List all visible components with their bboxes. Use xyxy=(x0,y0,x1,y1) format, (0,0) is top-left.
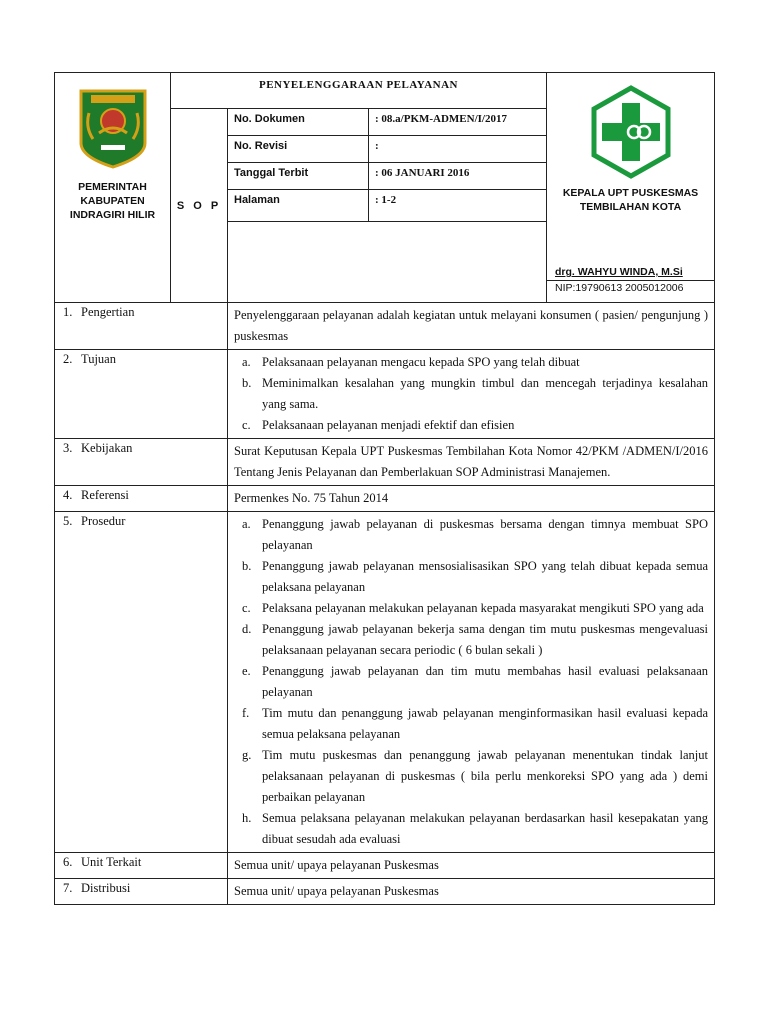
puskesmas-block xyxy=(547,73,715,303)
list-text: Pelaksanaan pelayanan mengacu kepada SPO yang telah dibuat xyxy=(262,355,580,369)
section-list xyxy=(234,352,708,436)
section-number: 5. xyxy=(63,514,73,528)
list-text: Penanggung jawab pelayanan dan tim mutu membahas hasil evaluasi pelaksanaan pelayanan xyxy=(262,664,708,699)
section-label-text: Pengertian xyxy=(81,305,135,319)
meta-value: : 08.a/PKM-ADMEN/I/2017 xyxy=(369,109,547,136)
sop-label: S O P xyxy=(171,109,228,303)
list-item xyxy=(234,703,708,745)
section-label-text: Tujuan xyxy=(81,352,116,366)
list-item xyxy=(234,619,708,661)
section-label xyxy=(55,303,228,350)
regency-emblem-icon xyxy=(55,87,170,172)
section-label xyxy=(55,853,228,879)
section-content: Semua unit/ upaya pelayanan Puskesmas xyxy=(228,879,715,905)
section-list xyxy=(234,514,708,850)
list-text: Tim mutu puskesmas dan penanggung jawab pelayanan menentukan tindak lanjut pelaksanaan pelayanan di puskesmas ( bila perlu menkoreksi SPO yang ada ) demi perbaikan pelayanan xyxy=(262,748,708,804)
section-content: Penyelenggaraan pelayanan adalah kegiatan untuk melayani konsumen ( pasien/ pengunjung ) puskesmas xyxy=(228,303,715,350)
list-item xyxy=(234,598,708,619)
section-content xyxy=(228,350,715,439)
signer-nip: NIP:19790613 2005012006 xyxy=(547,280,714,294)
list-marker: d. xyxy=(242,622,252,636)
meta-key: Tanggal Terbit xyxy=(228,163,369,190)
section-label-text: Unit Terkait xyxy=(81,855,142,869)
list-text: Semua pelaksana pelayanan melakukan pelayanan berdasarkan hasil kesepakatan yang dibuat sesudah ada evaluasi xyxy=(262,811,708,846)
section-row xyxy=(55,486,715,512)
list-item xyxy=(234,745,708,808)
meta-key: No. Revisi xyxy=(228,136,369,163)
list-item xyxy=(234,661,708,703)
section-label xyxy=(55,512,228,853)
section-label xyxy=(55,879,228,905)
section-row xyxy=(55,350,715,439)
list-text: Tim mutu dan penanggung jawab pelayanan menginformasikan hasil evaluasi kepada semua pelaksana pelayanan xyxy=(262,706,708,741)
blank-cell xyxy=(228,222,547,303)
section-number: 1. xyxy=(63,305,73,319)
list-item xyxy=(234,415,708,436)
sop-document xyxy=(54,72,714,905)
section-row xyxy=(55,512,715,853)
list-marker: f. xyxy=(242,706,250,720)
signer-name: drg. WAHYU WINDA, M.Si xyxy=(555,266,683,278)
meta-key: No. Dokumen xyxy=(228,109,369,136)
section-row xyxy=(55,879,715,905)
list-text: Meminimalkan kesalahan yang mungkin timbul dan mencegah terjadinya kesalahan yang sama. xyxy=(262,376,708,411)
list-marker: g. xyxy=(242,748,252,762)
list-marker: c. xyxy=(242,601,251,615)
sop-body xyxy=(54,302,715,905)
list-marker: b. xyxy=(242,559,252,573)
section-row xyxy=(55,439,715,486)
meta-value: : 1-2 xyxy=(369,190,547,222)
section-label-text: Prosedur xyxy=(81,514,126,528)
section-content: Surat Keputusan Kepala UPT Puskesmas Tembilahan Kota Nomor 42/PKM /ADMEN/I/2016 Tentang Jenis Pelayanan dan Pemberlakuan SOP Administrasi Manajemen. xyxy=(228,439,715,486)
section-label xyxy=(55,486,228,512)
kepala-line: TEMBILAHAN KOTA xyxy=(579,201,682,213)
list-marker: a. xyxy=(242,355,251,369)
sop-header xyxy=(54,72,715,303)
section-label-text: Referensi xyxy=(81,488,129,502)
list-marker: e. xyxy=(242,664,251,678)
section-row xyxy=(55,853,715,879)
regency-block xyxy=(55,73,171,303)
list-text: Penanggung jawab pelayanan mensosialisasikan SPO yang telah dibuat kepada semua pelaksana pelayanan xyxy=(262,559,708,594)
list-item xyxy=(234,556,708,598)
list-item xyxy=(234,352,708,373)
list-text: Pelaksana pelayanan melakukan pelayanan kepada masyarakat mengikuti SPO yang ada xyxy=(262,601,704,615)
meta-key: Halaman xyxy=(228,190,369,222)
puskesmas-logo-icon xyxy=(547,85,714,182)
list-marker: a. xyxy=(242,517,251,531)
list-text: Pelaksanaan pelayanan menjadi efektif dan efisien xyxy=(262,418,515,432)
section-row xyxy=(55,303,715,350)
kepala-line: KEPALA UPT PUSKESMAS xyxy=(562,187,699,199)
org-line: KABUPATEN xyxy=(80,195,145,207)
section-content: Permenkes No. 75 Tahun 2014 xyxy=(228,486,715,512)
section-label xyxy=(55,439,228,486)
section-content: Semua unit/ upaya pelayanan Puskesmas xyxy=(228,853,715,879)
kepala-title xyxy=(547,186,714,214)
meta-value: : xyxy=(369,136,547,163)
list-item xyxy=(234,514,708,556)
section-number: 6. xyxy=(63,855,73,869)
list-item xyxy=(234,808,708,850)
section-label xyxy=(55,350,228,439)
section-number: 3. xyxy=(63,441,73,455)
list-text: Penanggung jawab pelayanan di puskesmas bersama dengan timnya membuat SPO pelayanan xyxy=(262,517,708,552)
list-item xyxy=(234,373,708,415)
list-text: Penanggung jawab pelayanan bekerja sama dengan tim mutu puskesmas mengevaluasi pelaksanaan pelayanan secara periodic ( 6 bulan sekali ) xyxy=(262,622,708,657)
section-number: 4. xyxy=(63,488,73,502)
list-marker: c. xyxy=(242,418,251,432)
section-label-text: Kebijakan xyxy=(81,441,133,455)
meta-value: : 06 JANUARI 2016 xyxy=(369,163,547,190)
section-label-text: Distribusi xyxy=(81,881,131,895)
org-line: INDRAGIRI HILIR xyxy=(69,209,156,221)
org-name xyxy=(55,180,170,222)
list-marker: b. xyxy=(242,376,252,390)
document-title: PENYELENGGARAAN PELAYANAN xyxy=(171,73,547,109)
section-number: 7. xyxy=(63,881,73,895)
list-marker: h. xyxy=(242,811,252,825)
org-line: PEMERINTAH xyxy=(78,181,147,193)
section-number: 2. xyxy=(63,352,73,366)
section-content xyxy=(228,512,715,853)
